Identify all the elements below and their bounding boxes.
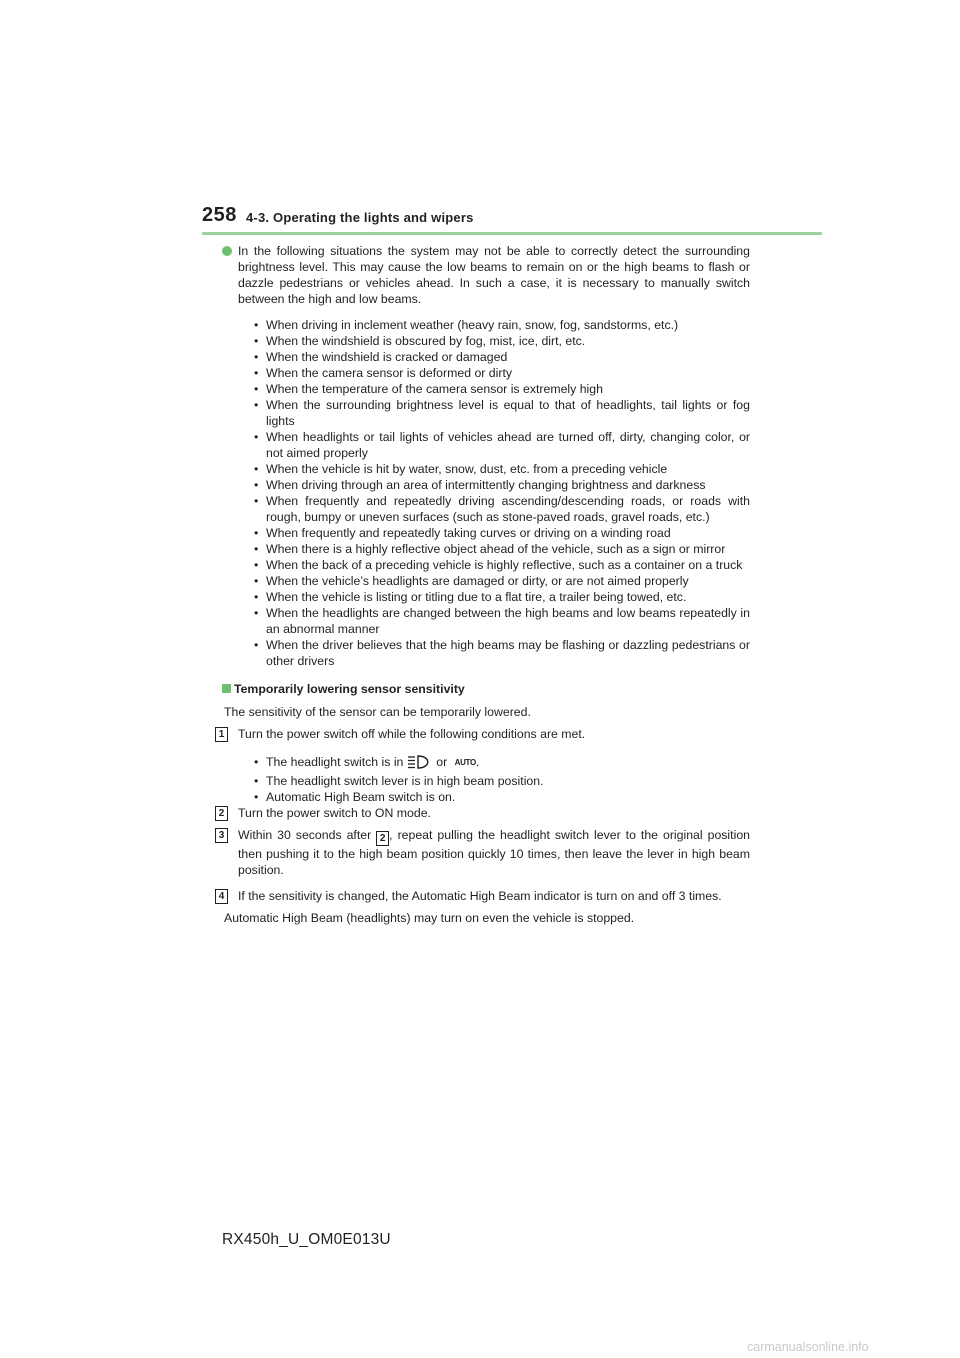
bullet-dot: •: [254, 755, 259, 769]
list-item-text: When the windshield is cracked or damaged: [266, 350, 508, 364]
step-3: [218, 827, 750, 878]
bullet-dot: •: [254, 790, 259, 804]
page-header: [202, 204, 822, 234]
list-item: [252, 349, 750, 365]
bullet-dot: •: [254, 462, 259, 476]
subheading-intro: The sensitivity of the sensor can be temporarily lowered.: [224, 705, 531, 719]
list-item: [252, 333, 750, 349]
list-item: [252, 541, 750, 557]
list-item-text: The headlight switch lever is in high beam position.: [266, 774, 544, 788]
list-item: [252, 589, 750, 605]
bullet-dot: •: [254, 318, 259, 332]
bullet-dot: •: [254, 382, 259, 396]
step-4: [218, 888, 750, 904]
subheading: [222, 681, 750, 697]
intro-paragraph: [222, 243, 750, 307]
list-item-text: When the vehicle is hit by water, snow, dust, etc. from a preceding vehicle: [266, 462, 668, 476]
step-4-text: If the sensitivity is changed, the Automatic High Beam indicator is turn on and off 3 times.: [238, 889, 722, 903]
green-square-bullet-icon: [222, 684, 231, 693]
list-item-text: When the vehicle is listing or titling due to a flat tire, a trailer being towed, etc.: [266, 590, 687, 604]
list-item: [252, 557, 750, 573]
headlight-icon: [407, 755, 433, 773]
list-item: [252, 773, 750, 789]
list-item-text: When the driver believes that the high beams may be flashing or dazzling pedestrians or other drivers: [266, 638, 750, 668]
list-item-text: When driving in inclement weather (heavy rain, snow, fog, sandstorms, etc.): [266, 318, 679, 332]
list-item-text: When there is a highly reflective object ahead of the vehicle, such as a sign or mirror: [266, 542, 726, 556]
or-word: or: [436, 755, 448, 769]
list-item: [252, 397, 750, 429]
list-item: [252, 605, 750, 637]
bullet-dot: •: [254, 334, 259, 348]
step-1: [218, 726, 750, 742]
step-1-text: Turn the power switch off while the following conditions are met.: [238, 727, 586, 741]
bullet-dot: •: [254, 478, 259, 492]
bullet-dot: •: [254, 590, 259, 604]
bullet-dot: •: [254, 398, 259, 412]
list-item-text: When the surrounding brightness level is equal to that of headlights, tail lights or fog lights: [266, 398, 750, 428]
step-3-text: , repeat pulling the headlight switch lever to the original position then pushing it to the high beam position quickly 10 times, then leave the lever in high beam position.: [238, 828, 750, 877]
list-item-text: When the back of a preceding vehicle is highly reflective, such as a container on a truck: [266, 558, 743, 572]
list-item: [252, 789, 750, 805]
bullet-dot: •: [254, 606, 259, 620]
list-item: [252, 429, 750, 461]
bullet-dot: •: [254, 638, 259, 652]
list-item-text: When the headlights are changed between the high beams and low beams repeatedly in an abnormal manner: [266, 606, 750, 636]
bullet-dot: •: [254, 574, 259, 588]
step-number-3: 3: [215, 828, 228, 843]
switch-condition-prefix: The headlight switch is in: [266, 755, 404, 769]
page-number: 258: [202, 204, 237, 226]
bullet-dot: •: [254, 430, 259, 444]
watermark: carmanualsonline.info: [747, 1340, 869, 1354]
bullet-dot: •: [254, 366, 259, 380]
list-item: [252, 525, 750, 541]
auto-icon: AUTO: [454, 758, 476, 767]
list-item: [252, 637, 750, 669]
list-item-text: When the vehicle’s headlights are damaged or dirty, or are not aimed properly: [266, 574, 689, 588]
model-code: RX450h_U_OM0E013U: [222, 1231, 391, 1248]
step-2-text: Turn the power switch to ON mode.: [238, 806, 431, 820]
list-item-text: When headlights or tail lights of vehicles ahead are turned off, dirty, changing color, or not aimed properly: [266, 430, 750, 460]
header-rule: [202, 232, 822, 235]
step-number-2: 2: [215, 806, 228, 821]
list-item-text: When the camera sensor is deformed or dirty: [266, 366, 513, 380]
list-item: [252, 573, 750, 589]
green-dot-bullet-icon: [222, 246, 232, 256]
bullet-dot: •: [254, 558, 259, 572]
list-item-text: Automatic High Beam switch is on.: [266, 790, 456, 804]
list-item: [252, 493, 750, 525]
list-item-text: When frequently and repeatedly driving ascending/descending roads, or roads with rough, bumpy or uneven surfaces (such as stone-paved roads, gravel roads, etc.): [266, 494, 750, 524]
sentence-end: .: [475, 755, 480, 769]
step-1-conditions: [222, 754, 750, 805]
list-item: [252, 365, 750, 381]
bullet-dot: •: [254, 350, 259, 364]
list-item: [252, 381, 750, 397]
main-content: [218, 243, 750, 926]
section-title: 4-3. Operating the lights and wipers: [246, 210, 474, 225]
step-number-4: 4: [215, 889, 228, 904]
bullet-dot: •: [254, 542, 259, 556]
step-2: [218, 805, 750, 821]
list-item-text: When the windshield is obscured by fog, mist, ice, dirt, etc.: [266, 334, 586, 348]
step-reference-2: 2: [376, 831, 389, 846]
step-3-prefix: Within 30 seconds after: [238, 828, 372, 842]
list-item-text: When frequently and repeatedly taking curves or driving on a winding road: [266, 526, 671, 540]
list-item-text: When the temperature of the camera sensor is extremely high: [266, 382, 603, 396]
list-item: [252, 461, 750, 477]
intro-paragraph-text: In the following situations the system may not be able to correctly detect the surrounding brightness level. This may cause the low beams to remain on or the high beams to flash or dazzle pedestrians or vehicles ahead. In such a case, it is necessary to manually switch between the high and low beams.: [238, 244, 750, 306]
list-item: [252, 754, 750, 773]
situations-list: [222, 317, 750, 669]
bullet-dot: •: [254, 774, 259, 788]
list-item: [252, 477, 750, 493]
step-number-1: 1: [215, 727, 228, 742]
list-item-text: When driving through an area of intermittently changing brightness and darkness: [266, 478, 706, 492]
closing-note: Automatic High Beam (headlights) may turn on even the vehicle is stopped.: [224, 911, 635, 925]
subheading-text: Temporarily lowering sensor sensitivity: [234, 682, 465, 696]
bullet-dot: •: [254, 494, 259, 508]
bullet-dot: •: [254, 526, 259, 540]
list-item: [252, 317, 750, 333]
